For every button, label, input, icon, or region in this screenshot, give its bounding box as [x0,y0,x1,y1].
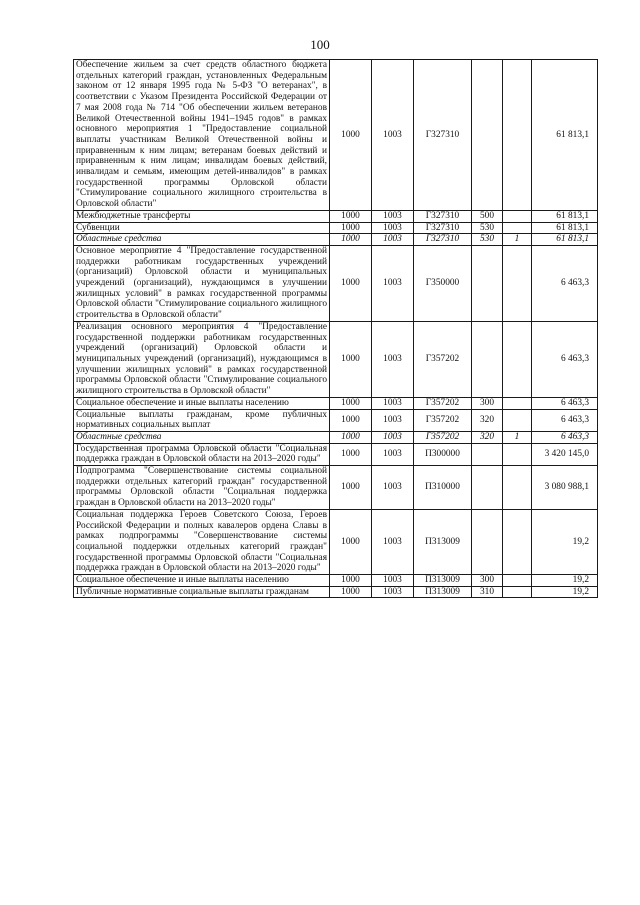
row-description: Социальное обеспечение и иные выплаты населению [74,575,330,587]
subsection-code: 1003 [372,60,414,211]
funding-source-code [503,586,532,598]
row-description: Реализация основного мероприятия 4 "Предоставление государственной поддержки работникам государственных учреждений (организаций) Орловской области и муниципальных учреждений (организаций), нуждающимся в улучшении жилищных условий" в рамках государственной программы Орловской области "Стимулирование социального жилищного строительства в Орловской области" [74,321,330,397]
expense-type-code: 300 [472,397,503,409]
section-code: 1000 [330,321,372,397]
subsection-code: 1003 [372,222,414,234]
table-row [74,409,598,431]
expense-type-code: 310 [472,586,503,598]
funding-source-code [503,409,532,431]
section-code: 1000 [330,409,372,431]
table-row [74,509,598,574]
page-number: 100 [310,37,330,52]
target-article-code: Г357202 [414,321,472,397]
target-article-code: П300000 [414,443,472,465]
expense-type-code [472,321,503,397]
amount: 19,2 [532,575,598,587]
table-row [74,586,598,598]
expense-type-code: 530 [472,222,503,234]
subsection-code: 1003 [372,234,414,246]
amount: 6 463,3 [532,409,598,431]
subsection-code: 1003 [372,443,414,465]
row-description: Основное мероприятие 4 "Предоставление государственной поддержки работникам государственных учреждений (организаций) Орловской области и муниципальных учреждений (организаций), нуждающимся в улучшении жилищных условий" в рамках государственной программы Орловской области "Стимулирование социального жилищного строительства в Орловской области" [74,245,330,321]
expense-type-code [472,466,503,510]
subsection-code: 1003 [372,466,414,510]
row-description: Социальная поддержка Героев Советского Союза, Героев Российской Федерации и полных кавалеров ордена Славы в рамках подпрограммы "Совершенствование системы социальной поддержки отдельных категорий граждан" государственной программы Орловской области "Социальная поддержка граждан в Орловской области на 2013–2020 годы" [74,509,330,574]
row-description: Государственная программа Орловской области "Социальная поддержка граждан в Орловской области на 2013–2020 годы" [74,443,330,465]
funding-source-code [503,321,532,397]
subsection-code: 1003 [372,586,414,598]
target-article-code: Г357202 [414,409,472,431]
table-row [74,245,598,321]
expense-type-code: 300 [472,575,503,587]
section-code: 1000 [330,210,372,222]
target-article-code: Г350000 [414,245,472,321]
section-code: 1000 [330,222,372,234]
target-article-code: Г327310 [414,210,472,222]
row-description: Областные средства [74,431,330,443]
amount: 3 420 145,0 [532,443,598,465]
subsection-code: 1003 [372,397,414,409]
section-code: 1000 [330,575,372,587]
section-code: 1000 [330,431,372,443]
target-article-code: П313009 [414,509,472,574]
target-article-code: Г327310 [414,222,472,234]
funding-source-code [503,466,532,510]
section-code: 1000 [330,586,372,598]
amount: 61 813,1 [532,222,598,234]
funding-source-code [503,222,532,234]
funding-source-code [503,397,532,409]
funding-source-code: 1 [503,431,532,443]
expense-type-code [472,60,503,211]
subsection-code: 1003 [372,210,414,222]
funding-source-code [503,575,532,587]
amount: 19,2 [532,586,598,598]
amount: 19,2 [532,509,598,574]
subsection-code: 1003 [372,321,414,397]
row-description: Социальное обеспечение и иные выплаты населению [74,397,330,409]
funding-source-code: 1 [503,234,532,246]
table-row [74,234,598,246]
target-article-code: Г327310 [414,60,472,211]
section-code: 1000 [330,443,372,465]
subsection-code: 1003 [372,509,414,574]
amount: 61 813,1 [532,234,598,246]
amount: 6 463,3 [532,397,598,409]
row-description: Социальные выплаты гражданам, кроме публичных нормативных социальных выплат [74,409,330,431]
funding-source-code [503,509,532,574]
subsection-code: 1003 [372,575,414,587]
amount: 3 080 988,1 [532,466,598,510]
section-code: 1000 [330,234,372,246]
target-article-code: П313009 [414,586,472,598]
table-body [74,60,598,598]
subsection-code: 1003 [372,431,414,443]
table-row [74,222,598,234]
amount: 6 463,3 [532,431,598,443]
table-row [74,431,598,443]
target-article-code: Г357202 [414,397,472,409]
table-row [74,466,598,510]
row-description: Обеспечение жильем за счет средств областного бюджета отдельных категорий граждан, установленных Федеральным законом от 12 января 1995 года № 5-ФЗ "О ветеранах", в соответствии с Указом Президента Российской Федерации от 7 мая 2008 года № 714 "Об обеспечении жильем ветеранов Великой Отечественной войны 1941–1945 годов" в рамках основного мероприятия 1 "Предоставление социальной выплаты участникам Великой Отечественной войны и приравненным к ним лицам; ветеранам боевых действий и приравненным к ним лицам; инвалидам боевых действий, инвалидам и семьям, имеющим детей-инвалидов" в рамках государственной программы Орловской области "Стимулирование социального жилищного строительства в Орловской области" [74,60,330,211]
amount: 6 463,3 [532,321,598,397]
amount: 61 813,1 [532,60,598,211]
budget-table [73,59,598,598]
section-code: 1000 [330,245,372,321]
expense-type-code: 320 [472,409,503,431]
target-article-code: Г327310 [414,234,472,246]
expense-type-code [472,509,503,574]
expense-type-code [472,443,503,465]
section-code: 1000 [330,60,372,211]
subsection-code: 1003 [372,409,414,431]
section-code: 1000 [330,466,372,510]
row-description: Межбюджетные трансферты [74,210,330,222]
target-article-code: П313009 [414,575,472,587]
target-article-code: Г357202 [414,431,472,443]
table-row [74,443,598,465]
table-row [74,60,598,211]
section-code: 1000 [330,397,372,409]
row-description: Публичные нормативные социальные выплаты гражданам [74,586,330,598]
funding-source-code [503,210,532,222]
amount: 6 463,3 [532,245,598,321]
target-article-code: П310000 [414,466,472,510]
funding-source-code [503,443,532,465]
subsection-code: 1003 [372,245,414,321]
row-description: Подпрограмма "Совершенствование системы социальной поддержки отдельных категорий граждан" государственной программы Орловской области "Социальная поддержка граждан в Орловской области на 2013–2020 годы" [74,466,330,510]
expense-type-code [472,245,503,321]
table-row [74,575,598,587]
expense-type-code: 320 [472,431,503,443]
funding-source-code [503,60,532,211]
row-description: Субвенции [74,222,330,234]
table-row [74,210,598,222]
row-description: Областные средства [74,234,330,246]
table-row [74,321,598,397]
section-code: 1000 [330,509,372,574]
expense-type-code: 500 [472,210,503,222]
amount: 61 813,1 [532,210,598,222]
table-row [74,397,598,409]
expense-type-code: 530 [472,234,503,246]
funding-source-code [503,245,532,321]
